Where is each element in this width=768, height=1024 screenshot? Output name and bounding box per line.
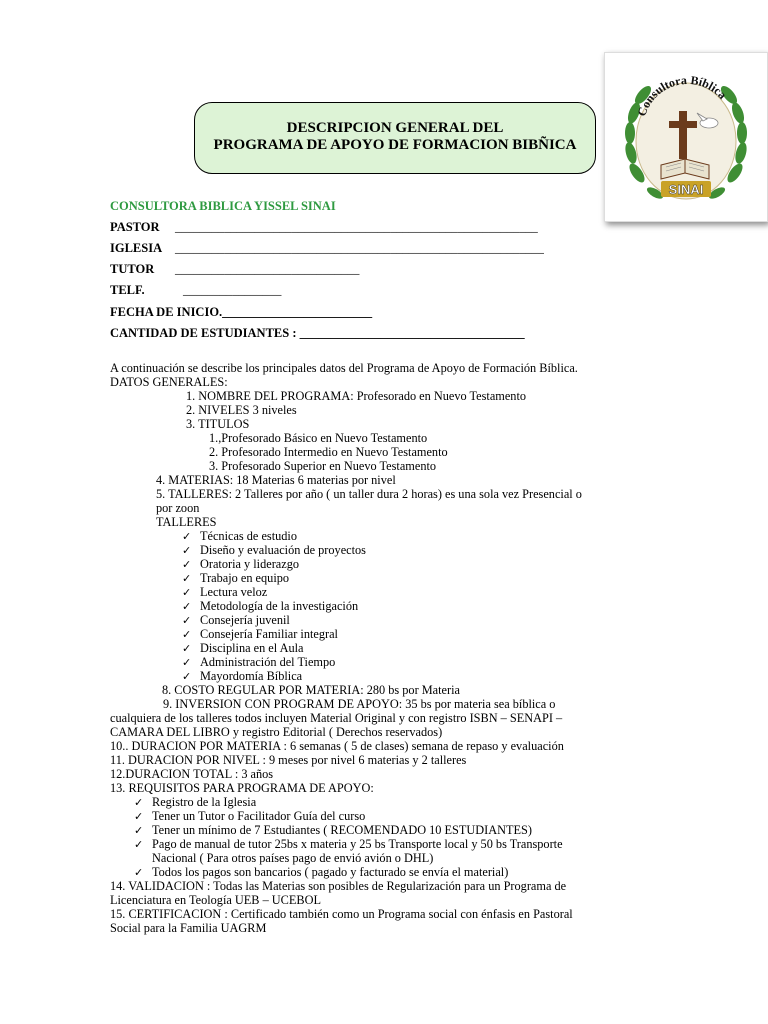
title-line-1: DESCRIPCION GENERAL DEL: [286, 120, 504, 136]
item-1: 1. NOMBRE DEL PROGRAMA: Profesorado en Nuevo Testamento: [186, 389, 527, 403]
list-item: ✓ Técnicas de estudio: [182, 529, 297, 543]
check-icon: ✓: [182, 559, 192, 571]
iglesia-label: IGLESIA: [110, 241, 163, 255]
item-14: 14. VALIDACION : Todas las Materias son posibles de Regularización para un Programa de: [110, 879, 567, 893]
list-item: ✓ Mayordomía Bíblica: [182, 669, 303, 683]
list-item: ✓ Administración del Tiempo: [182, 655, 336, 669]
tutor-field[interactable]: ______________________________: [175, 262, 360, 276]
check-icon: ✓: [182, 587, 192, 599]
item-11: 11. DURACION POR NIVEL : 9 meses por nivel 6 materias y 2 talleres: [110, 753, 467, 767]
check-icon: ✓: [182, 629, 192, 641]
item-9-cont-2: CAMARA DEL LIBRO y registro Editorial ( Derechos reservados): [110, 725, 443, 739]
check-icon: ✓: [134, 825, 144, 837]
item-8: 8. COSTO REGULAR POR MATERIA: 280 bs por Materia: [162, 683, 460, 697]
title-line-2: PROGRAMA DE APOYO DE FORMACION BIBÑICA: [213, 137, 577, 153]
item-10: 10.. DURACION POR MATERIA : 6 semanas ( 5 de clases) semana de repaso y evaluación: [110, 739, 564, 753]
item-9: 9. INVERSION CON PROGRAM DE APOYO: 35 bs por materia sea bíblica o: [163, 697, 556, 711]
tutor-label: TUTOR: [110, 262, 155, 276]
titulo-3: 3. Profesorado Superior en Nuevo Testamento: [209, 459, 437, 473]
titulo-2: 2. Profesorado Intermedio en Nuevo Testamento: [209, 445, 448, 459]
list-item: ✓ Trabajo en equipo: [182, 571, 290, 585]
item-15-cont: Social para la Familia UAGRM: [110, 921, 267, 935]
check-icon: ✓: [182, 601, 192, 613]
titulo-1: 1.,Profesorado Básico en Nuevo Testamento: [209, 431, 428, 445]
pastor-field[interactable]: ___________________________________________________________: [175, 220, 538, 234]
pastor-label: PASTOR: [110, 220, 160, 234]
item-15: 15. CERTIFICACION : Certificado también como un Programa social con énfasis en Pastoral: [110, 907, 573, 921]
item-3: 3. TITULOS: [186, 417, 250, 431]
item-2: 2. NIVELES 3 niveles: [186, 403, 297, 417]
list-item: ✓ Registro de la Iglesia: [134, 795, 257, 809]
check-icon: ✓: [182, 531, 192, 543]
check-icon: ✓: [182, 573, 192, 585]
check-icon: ✓: [134, 867, 144, 879]
list-item: ✓ Consejería Familiar integral: [182, 627, 338, 641]
logo: [604, 52, 768, 222]
item-13: 13. REQUISITOS PARA PROGRAMA DE APOYO:: [110, 781, 374, 795]
list-item: ✓ Disciplina en el Aula: [182, 641, 304, 655]
list-item: ✓ Metodología de la investigación: [182, 599, 359, 613]
item-14-cont: Licenciatura en Teología UEB – UCEBOL: [110, 893, 321, 907]
item-4: 4. MATERIAS: 18 Materias 6 materias por nivel: [156, 473, 396, 487]
organization-name: CONSULTORA BIBLICA YISSEL SINAI: [110, 199, 336, 213]
datos-generales-heading: DATOS GENERALES:: [110, 375, 228, 389]
check-icon: ✓: [182, 643, 192, 655]
list-item-cont: Nacional ( Para otros países pago de envió avión o DHL): [152, 851, 434, 865]
check-icon: ✓: [182, 657, 192, 669]
item-12: 12.DURACION TOTAL : 3 años: [110, 767, 274, 781]
iglesia-field[interactable]: ____________________________________________________________: [175, 241, 544, 255]
item-9-cont-1: cualquiera de los talleres todos incluyen Material Original y con registro ISBN – SENAPI –: [110, 711, 563, 725]
check-icon: ✓: [182, 545, 192, 557]
list-item: ✓ Lectura veloz: [182, 585, 268, 599]
list-item: ✓ Consejería juvenil: [182, 613, 290, 627]
intro-text: A continuación se describe los principales datos del Programa de Apoyo de Formación Bíblica.: [110, 361, 578, 375]
list-item: ✓ Oratoria y liderazgo: [182, 557, 300, 571]
telf-field[interactable]: ________________: [183, 283, 282, 297]
fecha-inicio-field[interactable]: FECHA DE INICIO.________________________: [110, 305, 373, 319]
list-item: ✓ Pago de manual de tutor 25bs x materia y 25 bs Transporte local y 50 bs Transporte: [134, 837, 563, 851]
item-5: 5. TALLERES: 2 Talleres por año ( un taller dura 2 horas) es una sola vez Presencial o: [156, 487, 582, 501]
cantidad-estudiantes-field[interactable]: CANTIDAD DE ESTUDIANTES : ____________________________________: [110, 326, 525, 340]
check-icon: ✓: [134, 797, 144, 809]
logo-arc-text: Consultora Bíblica: [634, 72, 730, 118]
logo-graphic: [605, 53, 767, 221]
telf-label: TELF.: [110, 283, 145, 297]
item-5-cont: por zoon: [156, 501, 200, 515]
talleres-heading: TALLERES: [156, 515, 217, 529]
list-item: ✓ Todos los pagos son bancarios ( pagado y facturado se envía el material): [134, 865, 509, 879]
check-icon: ✓: [134, 811, 144, 823]
list-item: ✓ Diseño y evaluación de proyectos: [182, 543, 366, 557]
check-icon: ✓: [182, 615, 192, 627]
list-item: ✓ Tener un mínimo de 7 Estudiantes ( RECOMENDADO 10 ESTUDIANTES): [134, 823, 532, 837]
title-box: [194, 102, 596, 174]
list-item: ✓ Tener un Tutor o Facilitador Guía del curso: [134, 809, 366, 823]
check-icon: ✓: [182, 671, 192, 683]
check-icon: ✓: [134, 839, 144, 851]
logo-name: SINAI: [668, 182, 704, 197]
